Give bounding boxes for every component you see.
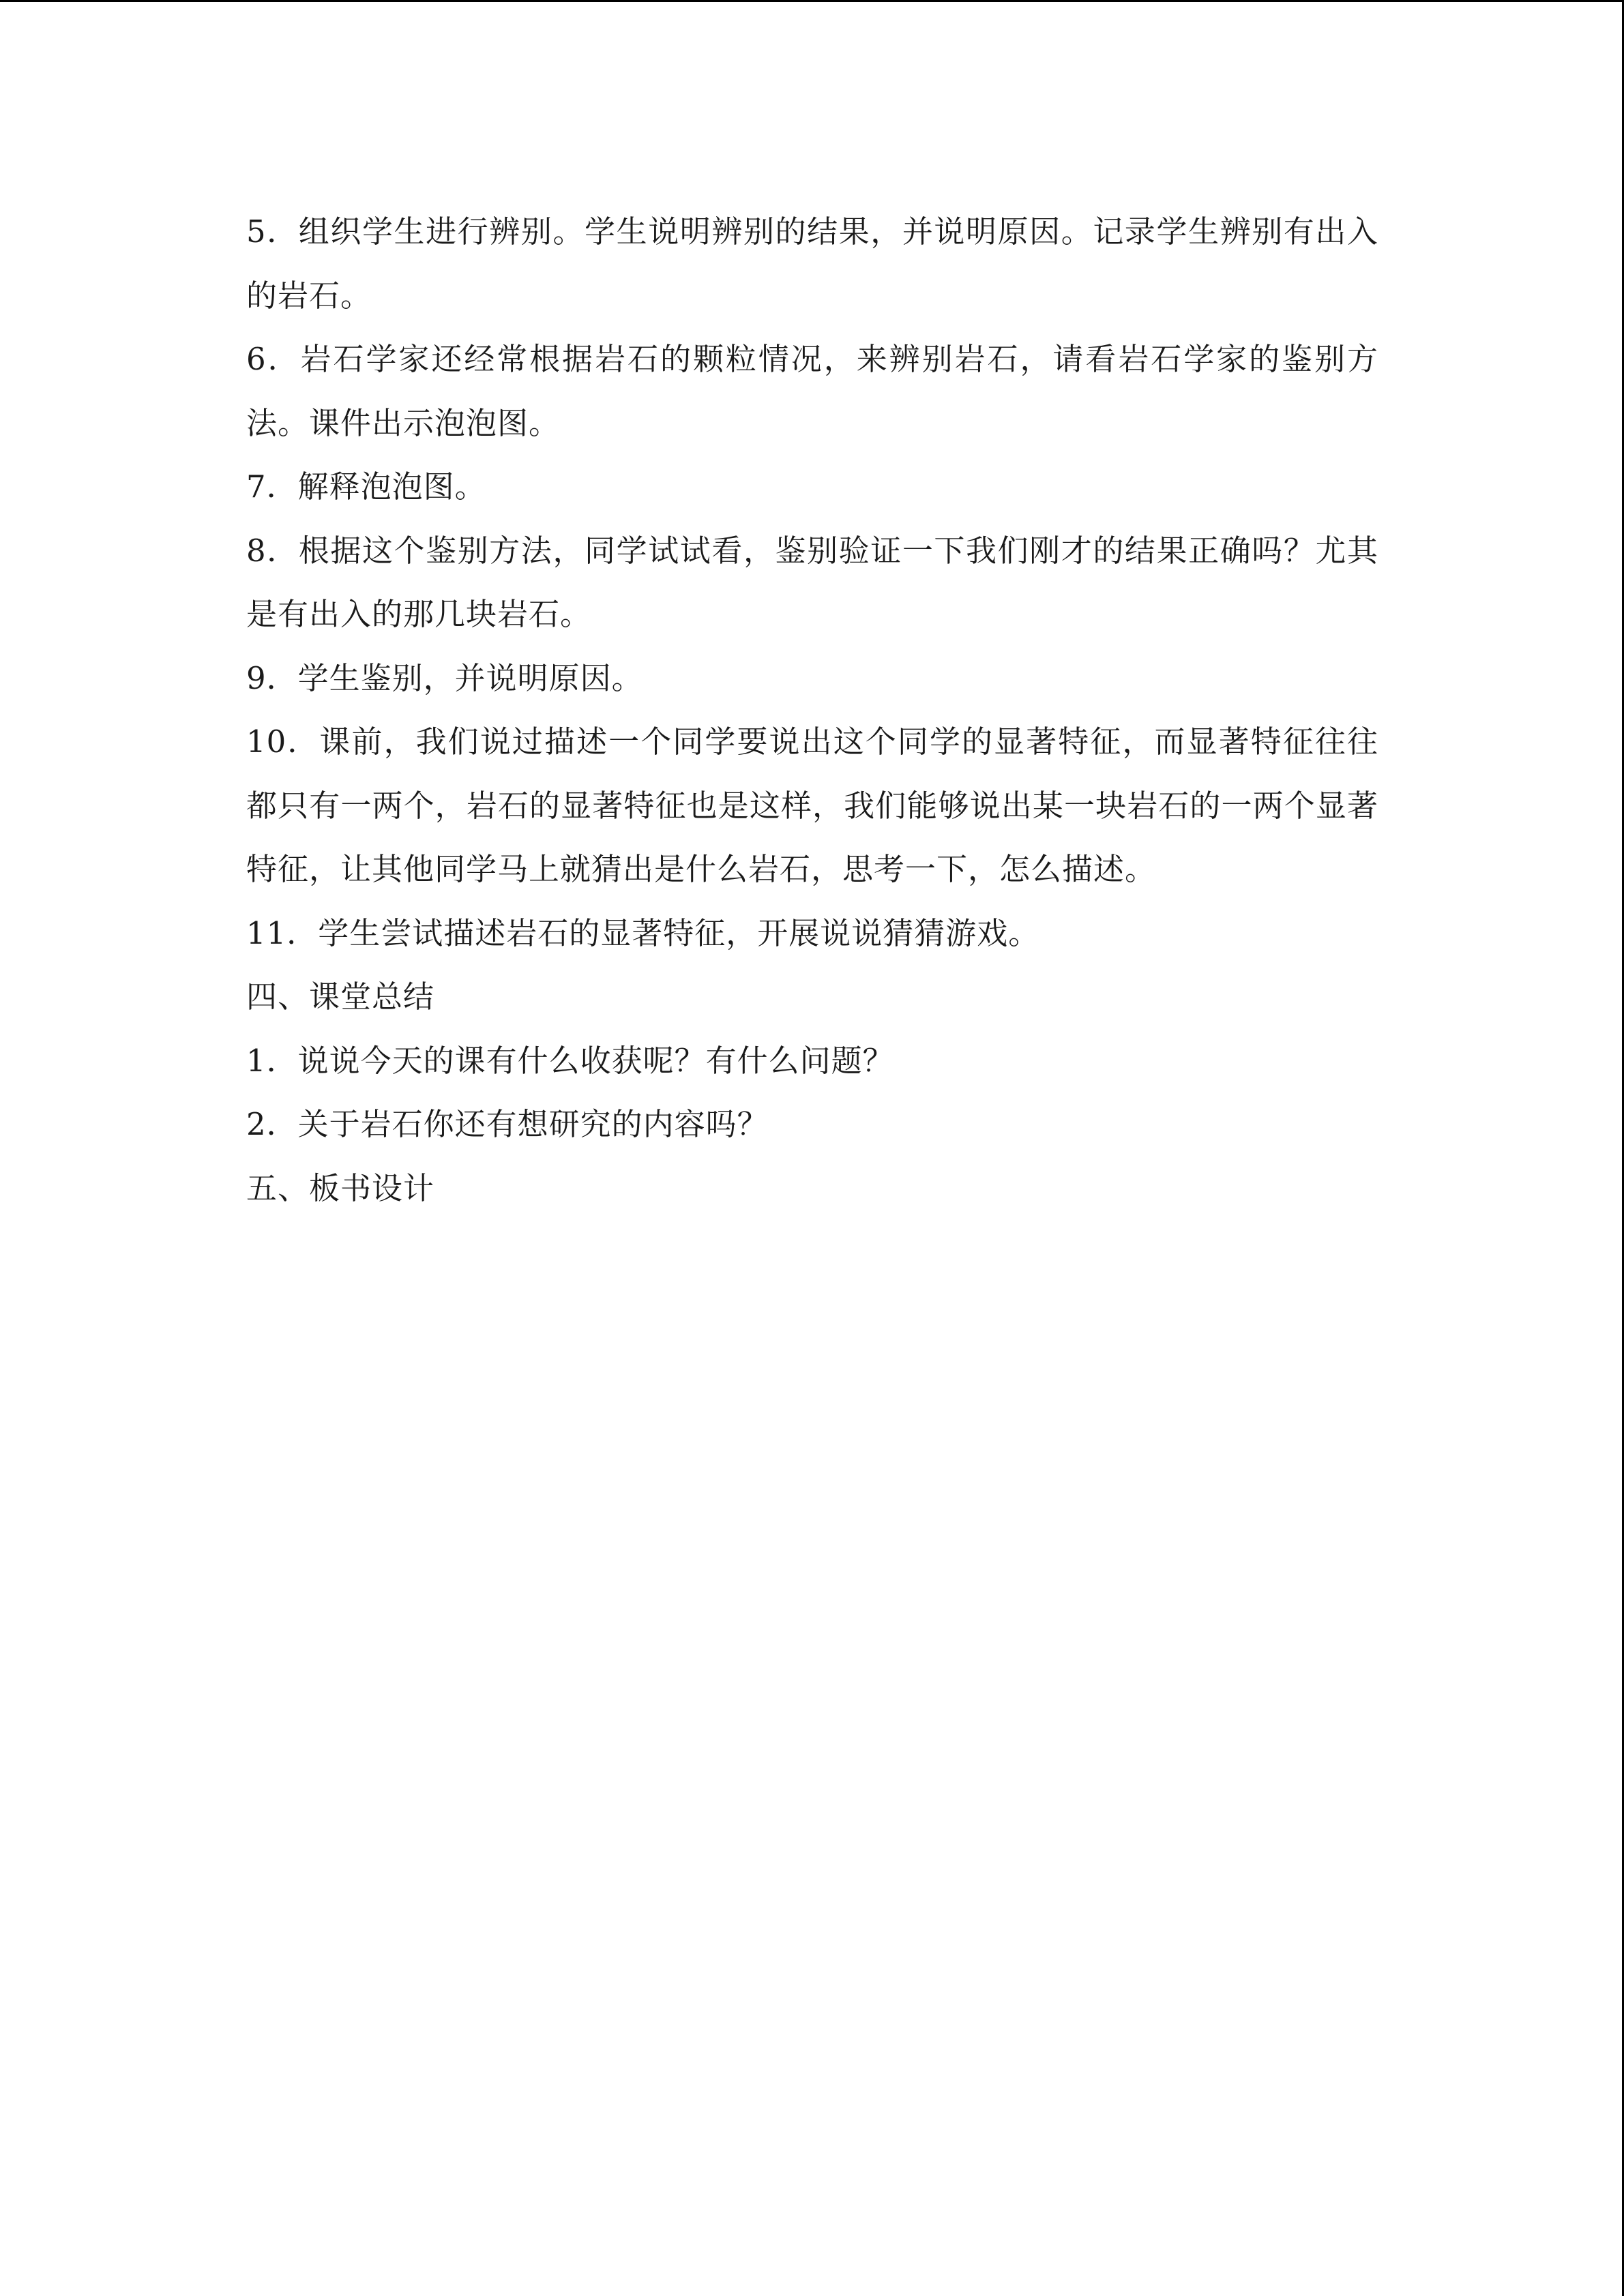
section-heading-summary: 四、课堂总结 xyxy=(246,979,435,1015)
paragraph-summary-2: 2．关于岩石你还有想研究的内容吗？ xyxy=(246,1106,769,1142)
paragraph-step-9: 9．学生鉴别，并说明原因。 xyxy=(246,659,643,696)
section-heading-board-design: 五、板书设计 xyxy=(246,1169,435,1206)
paragraph-step-5: 5．组织学生进行辨别。学生说明辨别的结果，并说明原因。记录学生辨别有出入的岩石。 xyxy=(246,213,1378,314)
paragraph-step-6: 6．岩石学家还经常根据岩石的颗粒情况，来辨别岩石，请看岩石学家的鉴别方法。课件出示泡泡图。 xyxy=(246,341,1378,441)
document-body xyxy=(246,200,1378,1220)
paragraph-step-11: 11．学生尝试描述岩石的显著特征，开展说说猜猜游戏。 xyxy=(246,914,1040,951)
paragraph-step-8: 8．根据这个鉴别方法，同学试试看，鉴别验证一下我们刚才的结果正确吗？尤其是有出入的那几块岩石。 xyxy=(246,532,1378,632)
paragraph-summary-1: 1．说说今天的课有什么收获呢？有什么问题？ xyxy=(246,1042,894,1079)
paragraph-step-10: 10．课前，我们说过描述一个同学要说出这个同学的显著特征，而显著特征往往都只有一两个，岩石的显著特征也是这样，我们能够说出某一块岩石的一两个显著特征，让其他同学马上就猜出是什么岩石，思考一下，怎么描述。 xyxy=(246,724,1378,887)
paragraph-step-7: 7．解释泡泡图。 xyxy=(246,468,486,505)
